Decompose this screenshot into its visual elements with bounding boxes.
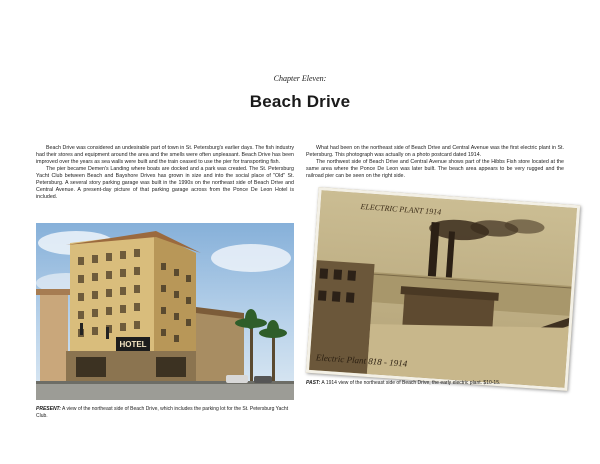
right-paragraph-1: What had been on the northeast side of Beach Drive and Central Avenue was the first electric plant in St. Petersburg. This photograph was actually on a photo postcard dated 1914.	[306, 145, 564, 158]
right-paragraph-2: The northwest side of Beach Drive and Central Avenue shows part of the Hibbs Fish store located at the same area where the Ponce De Leon was later built. The beach area appears to be very rugged and the railroad pier can be seen on the right side.	[306, 159, 564, 179]
past-caption-text: A 1914 view of the northeast side of Beach Drive, the early electric plant. $10-15.	[320, 380, 501, 386]
hotel-sign-text: HOTEL	[119, 340, 147, 349]
past-caption-label: PAST:	[306, 380, 321, 386]
postcard-handwriting-top: ELECTRIC PLANT 1914	[360, 202, 442, 217]
postcard-handwriting-bottom: Electric Plant 818 - 1914	[315, 352, 408, 369]
left-paragraph-1: Beach Drive was considered an undesirable part of town in St. Petersburg's earlier days. The fish industry had their stores and equipment around the area and the smells were often unpleasant. Beach Drive has been improved over the years as sea walls were built and the train ceased to use the pier for transporting fish.	[36, 145, 294, 165]
past-photo-illustration	[309, 190, 577, 387]
left-paragraph-2: The pier became Demen's Landing where boats are docked and a park was created. The St. Petersburg Yacht Club between Beach and Bayshore Drives has grown in size and into the social place of "Old" St. Petersburg. A several story parking garage was built in the 1990s on the northeast side of Beach Drive and Central Avenue. A present-day picture of that parking garage across from the Ponce De Leon Hotel is included.	[36, 166, 294, 200]
right-text-column	[306, 145, 564, 180]
present-day-photo-illustration	[36, 223, 294, 400]
past-photo-caption	[306, 380, 568, 387]
present-day-photo	[36, 223, 294, 400]
present-photo-caption	[36, 406, 296, 419]
present-caption-label: PRESENT:	[36, 406, 61, 412]
chapter-label: Chapter Eleven:	[273, 74, 327, 83]
past-photo	[306, 187, 580, 391]
page-title: Beach Drive	[249, 92, 351, 111]
left-text-column	[36, 145, 294, 201]
present-caption-text: A view of the northeast side of Beach Drive, which includes the parking lot for the St. Petersburg Yacht Club.	[36, 406, 289, 419]
